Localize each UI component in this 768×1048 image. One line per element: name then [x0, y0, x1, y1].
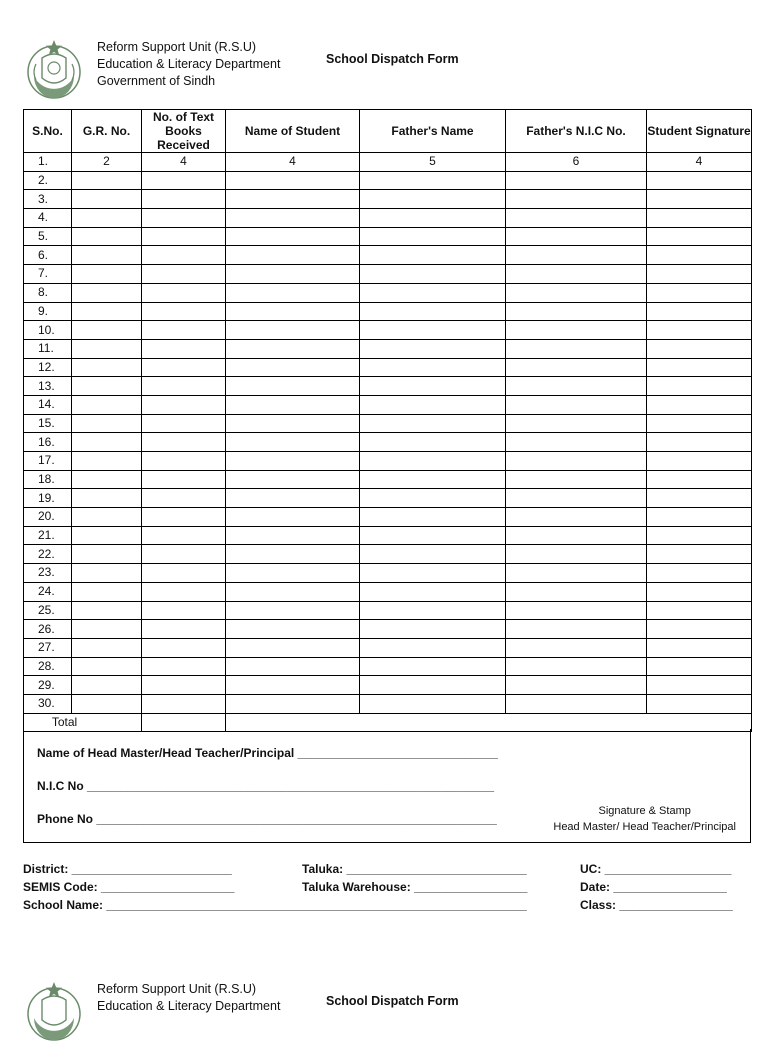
phone-field[interactable]: Phone No ____________________________________________________________: [37, 812, 497, 826]
entry-cell[interactable]: [506, 638, 647, 657]
row-number: 19.: [24, 489, 72, 508]
entry-cell[interactable]: [142, 433, 226, 452]
table-row: [24, 265, 752, 284]
entry-cell[interactable]: [506, 433, 647, 452]
entry-cell[interactable]: [72, 676, 142, 695]
entry-cell[interactable]: [647, 564, 752, 583]
row-number: 1.: [24, 153, 72, 172]
row-number: 26.: [24, 620, 72, 639]
entry-cell[interactable]: [226, 545, 360, 564]
entry-cell[interactable]: [647, 227, 752, 246]
row-number: 11.: [24, 339, 72, 358]
org-name: Reform Support Unit (R.S.U): [97, 982, 257, 996]
total-label: Total: [24, 713, 142, 732]
entry-cell[interactable]: [647, 283, 752, 302]
table-row: [24, 321, 752, 340]
school-name-field[interactable]: School Name: _______________________________________________________________: [23, 898, 527, 912]
entry-cell[interactable]: [72, 564, 142, 583]
entry-cell[interactable]: [506, 321, 647, 340]
column-header: G.R. No.: [72, 110, 142, 153]
table-row: [24, 657, 752, 676]
entry-cell[interactable]: [226, 227, 360, 246]
table-row: [24, 171, 752, 190]
department-name: Education & Literacy Department: [97, 999, 281, 1013]
row-number: 27.: [24, 638, 72, 657]
column-number: 4: [226, 153, 360, 172]
table-row: [24, 452, 752, 471]
table-row: [24, 283, 752, 302]
entry-cell[interactable]: [72, 395, 142, 414]
column-number: 2: [72, 153, 142, 172]
entry-cell[interactable]: [360, 190, 506, 209]
entry-cell[interactable]: [226, 321, 360, 340]
table-row: [24, 227, 752, 246]
entry-cell[interactable]: [360, 209, 506, 228]
signature-title: Head Master/ Head Teacher/Principal: [553, 821, 736, 833]
entry-cell[interactable]: [72, 321, 142, 340]
entry-cell[interactable]: [360, 395, 506, 414]
entry-cell[interactable]: [226, 564, 360, 583]
entry-cell[interactable]: [72, 246, 142, 265]
entry-cell[interactable]: [142, 470, 226, 489]
entry-cell[interactable]: [72, 209, 142, 228]
entry-cell[interactable]: [360, 694, 506, 713]
entry-cell[interactable]: [360, 339, 506, 358]
entry-cell[interactable]: [360, 302, 506, 321]
entry-cell[interactable]: [142, 564, 226, 583]
entry-cell[interactable]: [142, 302, 226, 321]
entry-cell[interactable]: [360, 657, 506, 676]
entry-cell[interactable]: [360, 620, 506, 639]
row-number: 5.: [24, 227, 72, 246]
entry-cell[interactable]: [72, 433, 142, 452]
signoff-box: [23, 729, 751, 843]
form-title: School Dispatch Form: [326, 994, 459, 1008]
row-number: 15.: [24, 414, 72, 433]
table-row: [24, 489, 752, 508]
entry-cell[interactable]: [506, 209, 647, 228]
table-header-row: [24, 110, 752, 153]
column-number: 4: [647, 153, 752, 172]
entry-cell[interactable]: [647, 508, 752, 527]
entry-cell[interactable]: [506, 395, 647, 414]
org-name: Reform Support Unit (R.S.U): [97, 40, 257, 54]
page-header-copy: [22, 980, 752, 1048]
entry-cell[interactable]: [360, 470, 506, 489]
nic-field[interactable]: N.I.C No _____________________________________________________________: [37, 779, 495, 793]
entry-cell[interactable]: [226, 377, 360, 396]
row-number: 25.: [24, 601, 72, 620]
entry-cell[interactable]: [72, 190, 142, 209]
entry-cell[interactable]: [226, 339, 360, 358]
entry-cell[interactable]: [142, 321, 226, 340]
column-header: S.No.: [24, 110, 72, 153]
entry-cell[interactable]: [647, 545, 752, 564]
entry-cell[interactable]: [226, 489, 360, 508]
entry-cell[interactable]: [647, 246, 752, 265]
row-number: 9.: [24, 302, 72, 321]
row-number: 22.: [24, 545, 72, 564]
entry-cell[interactable]: [226, 283, 360, 302]
entry-cell[interactable]: [72, 638, 142, 657]
entry-cell[interactable]: [647, 694, 752, 713]
row-number: 10.: [24, 321, 72, 340]
entry-cell[interactable]: [142, 246, 226, 265]
entry-cell[interactable]: [647, 620, 752, 639]
column-header: Father's N.I.C No.: [506, 110, 647, 153]
entry-cell[interactable]: [647, 321, 752, 340]
sindh-government-logo-icon: [22, 38, 86, 102]
entry-cell[interactable]: [360, 321, 506, 340]
entry-cell[interactable]: [647, 414, 752, 433]
row-number: 6.: [24, 246, 72, 265]
entry-cell[interactable]: [360, 414, 506, 433]
entry-cell[interactable]: [647, 339, 752, 358]
entry-cell[interactable]: [647, 601, 752, 620]
table-row: [24, 582, 752, 601]
entry-cell[interactable]: [647, 676, 752, 695]
entry-cell[interactable]: [647, 190, 752, 209]
taluka-warehouse-field[interactable]: Taluka Warehouse: _________________: [302, 880, 528, 894]
table-row: [24, 395, 752, 414]
row-number: 21.: [24, 526, 72, 545]
entry-cell[interactable]: [142, 171, 226, 190]
entry-cell[interactable]: [226, 657, 360, 676]
table-row: [24, 545, 752, 564]
entry-cell[interactable]: [226, 508, 360, 527]
entry-cell[interactable]: [72, 171, 142, 190]
entry-cell[interactable]: [360, 433, 506, 452]
entry-cell[interactable]: [226, 694, 360, 713]
table-row: [24, 564, 752, 583]
entry-cell[interactable]: [226, 601, 360, 620]
entry-cell[interactable]: [226, 526, 360, 545]
entry-cell[interactable]: [360, 545, 506, 564]
entry-cell[interactable]: [647, 489, 752, 508]
page-header: [22, 38, 752, 106]
table-row: [24, 339, 752, 358]
entry-cell[interactable]: [142, 676, 226, 695]
entry-cell[interactable]: [360, 246, 506, 265]
entry-cell[interactable]: [72, 657, 142, 676]
row-number: 2.: [24, 171, 72, 190]
entry-cell[interactable]: [647, 171, 752, 190]
entry-cell[interactable]: [142, 209, 226, 228]
entry-cell[interactable]: [647, 209, 752, 228]
row-number: 12.: [24, 358, 72, 377]
district-field[interactable]: District: ________________________: [23, 862, 232, 876]
column-number: 4: [142, 153, 226, 172]
entry-cell[interactable]: [506, 657, 647, 676]
entry-cell[interactable]: [72, 694, 142, 713]
entry-cell[interactable]: [142, 339, 226, 358]
semis-code-field[interactable]: SEMIS Code: ____________________: [23, 880, 235, 894]
entry-cell[interactable]: [226, 452, 360, 471]
entry-cell[interactable]: [72, 339, 142, 358]
entry-cell[interactable]: [506, 470, 647, 489]
table-row: [24, 601, 752, 620]
row-number: 7.: [24, 265, 72, 284]
table-row: [24, 358, 752, 377]
entry-cell[interactable]: [142, 395, 226, 414]
entry-cell[interactable]: [142, 265, 226, 284]
entry-cell[interactable]: [506, 190, 647, 209]
row-number: 18.: [24, 470, 72, 489]
column-header: Name of Student: [226, 110, 360, 153]
organization-block: [97, 981, 280, 1015]
entry-cell[interactable]: [72, 302, 142, 321]
entry-cell[interactable]: [72, 470, 142, 489]
date-field[interactable]: Date: _________________: [580, 880, 727, 894]
entry-cell[interactable]: [226, 395, 360, 414]
row-number: 17.: [24, 452, 72, 471]
entry-cell[interactable]: [506, 358, 647, 377]
entry-cell[interactable]: [506, 601, 647, 620]
entry-cell[interactable]: [72, 489, 142, 508]
entry-cell[interactable]: [142, 190, 226, 209]
entry-cell[interactable]: [360, 227, 506, 246]
row-number: 30.: [24, 694, 72, 713]
entry-cell[interactable]: [72, 620, 142, 639]
entry-cell[interactable]: [142, 545, 226, 564]
government-name: Government of Sindh: [97, 74, 216, 88]
entry-cell[interactable]: [226, 190, 360, 209]
entry-cell[interactable]: [360, 452, 506, 471]
table-row: [24, 694, 752, 713]
entry-cell[interactable]: [360, 508, 506, 527]
entry-cell[interactable]: [142, 601, 226, 620]
entry-cell[interactable]: [360, 638, 506, 657]
entry-cell[interactable]: [506, 564, 647, 583]
entry-cell[interactable]: [506, 489, 647, 508]
entry-cell[interactable]: [142, 283, 226, 302]
entry-cell[interactable]: [360, 171, 506, 190]
entry-cell[interactable]: [506, 676, 647, 695]
entry-cell[interactable]: [506, 339, 647, 358]
entry-cell[interactable]: [226, 582, 360, 601]
row-number: 3.: [24, 190, 72, 209]
entry-cell[interactable]: [226, 620, 360, 639]
entry-cell[interactable]: [506, 283, 647, 302]
table-row: [24, 526, 752, 545]
entry-cell[interactable]: [142, 526, 226, 545]
taluka-field[interactable]: Taluka: ___________________________: [302, 862, 527, 876]
row-number: 13.: [24, 377, 72, 396]
entry-cell[interactable]: [647, 358, 752, 377]
table-row: [24, 377, 752, 396]
entry-cell[interactable]: [72, 452, 142, 471]
entry-cell[interactable]: [72, 582, 142, 601]
organization-block: [97, 39, 280, 90]
entry-cell[interactable]: [142, 657, 226, 676]
table-row: [24, 620, 752, 639]
row-number: 20.: [24, 508, 72, 527]
class-field[interactable]: Class: _________________: [580, 898, 733, 912]
entry-cell[interactable]: [506, 246, 647, 265]
entry-cell[interactable]: [226, 433, 360, 452]
entry-cell[interactable]: [72, 526, 142, 545]
entry-cell[interactable]: [72, 377, 142, 396]
table-row: [24, 433, 752, 452]
entry-cell[interactable]: [647, 265, 752, 284]
entry-cell[interactable]: [226, 470, 360, 489]
dispatch-table: [23, 109, 752, 732]
entry-cell[interactable]: [360, 526, 506, 545]
table-row: [24, 676, 752, 695]
entry-cell[interactable]: [506, 227, 647, 246]
entry-cell[interactable]: [506, 265, 647, 284]
table-row: [24, 246, 752, 265]
table-row: [24, 638, 752, 657]
column-header: No. of Text Books Received: [142, 110, 226, 153]
entry-cell[interactable]: [506, 620, 647, 639]
column-header: Father's Name: [360, 110, 506, 153]
entry-cell[interactable]: [226, 676, 360, 695]
entry-cell[interactable]: [506, 302, 647, 321]
entry-cell[interactable]: [360, 265, 506, 284]
entry-cell[interactable]: [142, 358, 226, 377]
department-name: Education & Literacy Department: [97, 57, 281, 71]
entry-cell[interactable]: [506, 508, 647, 527]
signature-stamp-block: [553, 803, 736, 835]
entry-cell[interactable]: [506, 582, 647, 601]
table-row: [24, 470, 752, 489]
entry-cell[interactable]: [360, 489, 506, 508]
entry-cell[interactable]: [72, 545, 142, 564]
table-row: [24, 153, 752, 172]
entry-cell[interactable]: [360, 358, 506, 377]
entry-cell[interactable]: [72, 283, 142, 302]
entry-cell[interactable]: [506, 377, 647, 396]
row-number: 14.: [24, 395, 72, 414]
uc-field[interactable]: UC: ___________________: [580, 862, 732, 876]
entry-cell[interactable]: [142, 620, 226, 639]
entry-cell[interactable]: [506, 414, 647, 433]
entry-cell[interactable]: [226, 414, 360, 433]
entry-cell[interactable]: [226, 302, 360, 321]
entry-cell[interactable]: [506, 171, 647, 190]
entry-cell[interactable]: [647, 526, 752, 545]
form-title: School Dispatch Form: [326, 52, 459, 66]
column-number: 6: [506, 153, 647, 172]
entry-cell[interactable]: [506, 526, 647, 545]
entry-cell[interactable]: [142, 227, 226, 246]
entry-cell[interactable]: [647, 395, 752, 414]
entry-cell[interactable]: [647, 582, 752, 601]
entry-cell[interactable]: [142, 638, 226, 657]
entry-cell[interactable]: [142, 414, 226, 433]
entry-cell[interactable]: [142, 377, 226, 396]
entry-cell[interactable]: [647, 452, 752, 471]
entry-cell[interactable]: [360, 283, 506, 302]
row-number: 23.: [24, 564, 72, 583]
entry-cell[interactable]: [506, 452, 647, 471]
entry-cell[interactable]: [72, 414, 142, 433]
row-number: 4.: [24, 209, 72, 228]
table-row: [24, 302, 752, 321]
entry-cell[interactable]: [226, 358, 360, 377]
entry-cell[interactable]: [506, 694, 647, 713]
entry-cell[interactable]: [226, 638, 360, 657]
row-number: 16.: [24, 433, 72, 452]
row-number: 28.: [24, 657, 72, 676]
entry-cell[interactable]: [360, 564, 506, 583]
entry-cell[interactable]: [72, 227, 142, 246]
entry-cell[interactable]: [226, 171, 360, 190]
entry-cell[interactable]: [647, 302, 752, 321]
entry-cell[interactable]: [142, 508, 226, 527]
entry-cell[interactable]: [647, 470, 752, 489]
entry-cell[interactable]: [226, 209, 360, 228]
entry-cell[interactable]: [360, 676, 506, 695]
entry-cell[interactable]: [72, 508, 142, 527]
entry-cell[interactable]: [647, 657, 752, 676]
row-number: 8.: [24, 283, 72, 302]
entry-cell[interactable]: [647, 638, 752, 657]
entry-cell[interactable]: [647, 377, 752, 396]
entry-cell[interactable]: [360, 377, 506, 396]
head-master-field[interactable]: Name of Head Master/Head Teacher/Principal ______________________________: [37, 746, 498, 760]
entry-cell[interactable]: [226, 265, 360, 284]
entry-cell[interactable]: [142, 694, 226, 713]
entry-cell[interactable]: [72, 601, 142, 620]
entry-cell[interactable]: [72, 358, 142, 377]
entry-cell[interactable]: [72, 265, 142, 284]
entry-cell[interactable]: [360, 582, 506, 601]
table-row: [24, 414, 752, 433]
column-header: Student Signature: [647, 110, 752, 153]
sindh-government-logo-icon: [22, 980, 86, 1044]
table-row: [24, 209, 752, 228]
row-number: 24.: [24, 582, 72, 601]
entry-cell[interactable]: [142, 452, 226, 471]
column-number: 5: [360, 153, 506, 172]
entry-cell[interactable]: [142, 489, 226, 508]
row-number: 29.: [24, 676, 72, 695]
entry-cell[interactable]: [142, 582, 226, 601]
entry-cell[interactable]: [506, 545, 647, 564]
table-row: [24, 190, 752, 209]
table-row: [24, 508, 752, 527]
signature-label: Signature & Stamp: [598, 805, 691, 817]
entry-cell[interactable]: [647, 433, 752, 452]
entry-cell[interactable]: [360, 601, 506, 620]
entry-cell[interactable]: [226, 246, 360, 265]
